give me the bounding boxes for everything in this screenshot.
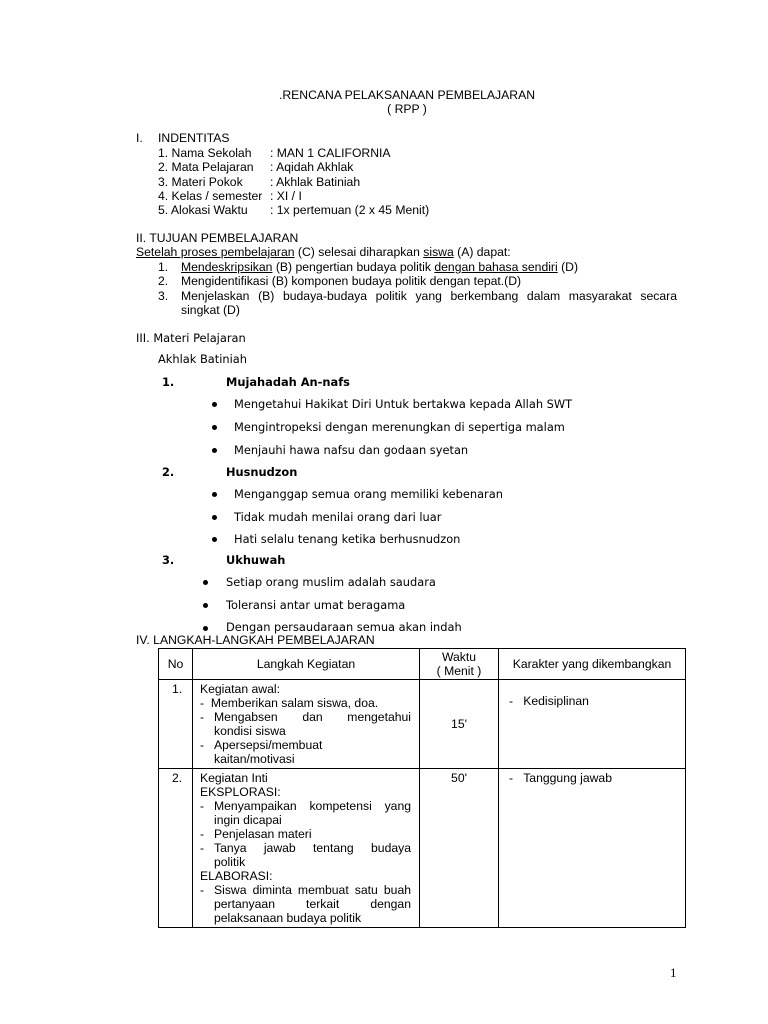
- kegiatan-subtitle: ELABORASI:: [200, 869, 273, 883]
- row-waktu: 15': [420, 680, 499, 769]
- page-number: 1: [670, 965, 677, 980]
- identitas-value: : Aqidah Akhlak: [270, 160, 354, 174]
- header-waktu-line2: ( Menit ): [436, 664, 482, 678]
- kegiatan-title: Kegiatan awal:: [200, 682, 280, 696]
- text: Apersepsi/membuat: [214, 738, 323, 752]
- row-no: 1.: [159, 680, 193, 769]
- materi-title: Mujahadah An-nafs: [226, 375, 350, 389]
- materi-bullet-text: Hati selalu tenang ketika berhusnudzon: [234, 532, 461, 546]
- text: Memberikan salam siswa, doa.: [210, 696, 379, 710]
- materi-number: 3.: [162, 553, 175, 567]
- materi-bullet-text: Toleransi antar umat beragama: [226, 598, 406, 612]
- tujuan-item: Mengidentifikasi (B) komponen budaya politik dengan tepat.(D): [181, 274, 522, 288]
- list-number: 3.: [158, 289, 169, 303]
- text: (B) pengertian budaya politik: [272, 260, 435, 274]
- row-kegiatan: [193, 769, 420, 928]
- list-item-continuation: pertanyaan terkait dengan: [214, 897, 411, 911]
- header-waktu-line1: Waktu: [441, 650, 477, 664]
- section-number: I.: [136, 131, 143, 145]
- section-heading-materi: III. Materi Pelajaran: [136, 331, 246, 345]
- identitas-label: 1. Nama Sekolah: [158, 146, 252, 160]
- dash: -: [200, 841, 205, 855]
- list-item-continuation: ingin dicapai: [214, 813, 282, 827]
- kegiatan-title: Kegiatan Inti: [200, 771, 268, 785]
- table-header-row: [159, 649, 686, 680]
- text: (A) dapat:: [453, 245, 511, 259]
- tujuan-item: [181, 260, 578, 274]
- text: Penjelasan materi: [214, 827, 312, 841]
- list-item: [200, 738, 411, 752]
- identitas-value: : MAN 1 CALIFORNIA: [270, 146, 391, 160]
- bullet-icon: [203, 603, 208, 608]
- tujuan-item: Menjelaskan (B) budaya-budaya politik yang berkembang dalam masyarakat secara: [181, 289, 677, 303]
- list-item-continuation: kondisi siswa: [214, 724, 286, 738]
- materi-title: Ukhuwah: [226, 553, 286, 567]
- materi-bullet-text: Mengetahui Hakikat Diri Untuk bertakwa kepada Allah SWT: [234, 397, 573, 411]
- materi-bullet-text: Menjauhi hawa nafsu dan godaan syetan: [234, 443, 469, 457]
- document-title: .RENCANA PELAKSANAAN PEMBELAJARAN: [278, 88, 536, 102]
- bullet-icon: [203, 626, 208, 631]
- list-item-continuation: kaitan/motivasi: [214, 752, 295, 766]
- materi-bullet-text: Menganggap semua orang memiliki kebenaran: [234, 487, 503, 501]
- karakter-text: Tanggung jawab: [523, 771, 612, 785]
- list-item: [200, 827, 411, 841]
- list-item-continuation: pelaksanaan budaya politik: [214, 911, 362, 925]
- identitas-value: : 1x pertemuan (2 x 45 Menit): [270, 203, 430, 217]
- materi-bullet-text: Setiap orang muslim adalah saudara: [226, 575, 436, 589]
- text: (C) selesai diharapkan: [294, 245, 424, 259]
- row-no: 2.: [159, 769, 193, 928]
- list-item: [200, 799, 411, 813]
- materi-bullet-text: Mengintropeksi dengan merenungkan di sepertiga malam: [234, 420, 565, 434]
- list-item: - Memberikan salam siswa, doa.: [200, 696, 379, 710]
- section-heading-tujuan: II. TUJUAN PEMBELAJARAN: [136, 231, 299, 245]
- dash: -: [200, 799, 205, 813]
- dash: -: [200, 738, 205, 752]
- text: Tanya jawab tentang budaya: [214, 841, 411, 855]
- row-karakter: - Tanggung jawab: [499, 769, 686, 928]
- underlined-text: Mendeskripsikan: [181, 260, 273, 274]
- list-number: 1.: [158, 260, 169, 274]
- underlined-text: Setelah proses pembelajaran: [136, 245, 295, 259]
- langkah-table: [158, 648, 686, 928]
- table-row: [159, 680, 686, 769]
- identitas-label: 2. Mata Pelajaran: [158, 160, 254, 174]
- table-row: [159, 769, 686, 928]
- header-no: No: [159, 649, 193, 680]
- materi-number: 2.: [162, 465, 175, 479]
- identitas-value: : XI / I: [270, 189, 302, 203]
- text: (D): [557, 260, 579, 274]
- bullet-icon: [212, 402, 217, 407]
- text: Menyampaikan kompetensi yang: [214, 799, 411, 813]
- bullet-icon: [203, 580, 208, 585]
- bullet-icon: [212, 448, 217, 453]
- materi-number: 1.: [162, 375, 175, 389]
- identitas-label: 3. Materi Pokok: [158, 175, 243, 189]
- section-heading-identitas: INDENTITAS: [158, 131, 230, 145]
- list-item: [200, 841, 411, 855]
- materi-title: Husnudzon: [226, 465, 298, 479]
- materi-subheading: Akhlak Batiniah: [158, 352, 247, 366]
- text: Siswa diminta membuat satu buah: [214, 883, 411, 897]
- header-kegiatan: Langkah Kegiatan: [193, 649, 420, 680]
- identitas-value: : Akhlak Batiniah: [270, 175, 361, 189]
- tujuan-intro: [136, 245, 511, 259]
- underlined-text: dengan bahasa sendiri: [434, 260, 558, 274]
- identitas-label: 5. Alokasi Waktu: [158, 203, 248, 217]
- bullet-icon: [212, 425, 217, 430]
- row-waktu: 50': [420, 769, 499, 928]
- kegiatan-subtitle: EKSPLORASI:: [200, 785, 281, 799]
- materi-bullet-text: Dengan persaudaraan semua akan indah: [226, 620, 462, 634]
- dash: -: [200, 710, 205, 724]
- text: Mengabsen dan mengetahui: [214, 710, 411, 724]
- materi-bullet-text: Tidak mudah menilai orang dari luar: [234, 510, 442, 524]
- list-number: 2.: [158, 274, 169, 288]
- karakter-text: Kedisiplinan: [523, 694, 589, 708]
- bullet-icon: [212, 537, 217, 542]
- bullet-icon: [212, 492, 217, 497]
- section-heading-langkah: IV. LANGKAH-LANGKAH PEMBELAJARAN: [136, 633, 375, 647]
- header-karakter: Karakter yang dikembangkan: [499, 649, 686, 680]
- document-subtitle: ( RPP ): [387, 102, 427, 116]
- identitas-label: 4. Kelas / semester: [158, 189, 263, 203]
- list-item: [200, 710, 411, 724]
- dash: -: [200, 827, 205, 841]
- header-waktu: [420, 649, 499, 680]
- underlined-text: siswa: [423, 245, 454, 259]
- bullet-icon: [212, 515, 217, 520]
- dash: -: [200, 883, 205, 897]
- tujuan-item-continuation: singkat (D): [181, 303, 240, 317]
- list-item: [200, 883, 411, 897]
- row-kegiatan: [193, 680, 420, 769]
- row-karakter: - Kedisiplinan: [499, 680, 686, 769]
- list-item-continuation: politik: [214, 855, 246, 869]
